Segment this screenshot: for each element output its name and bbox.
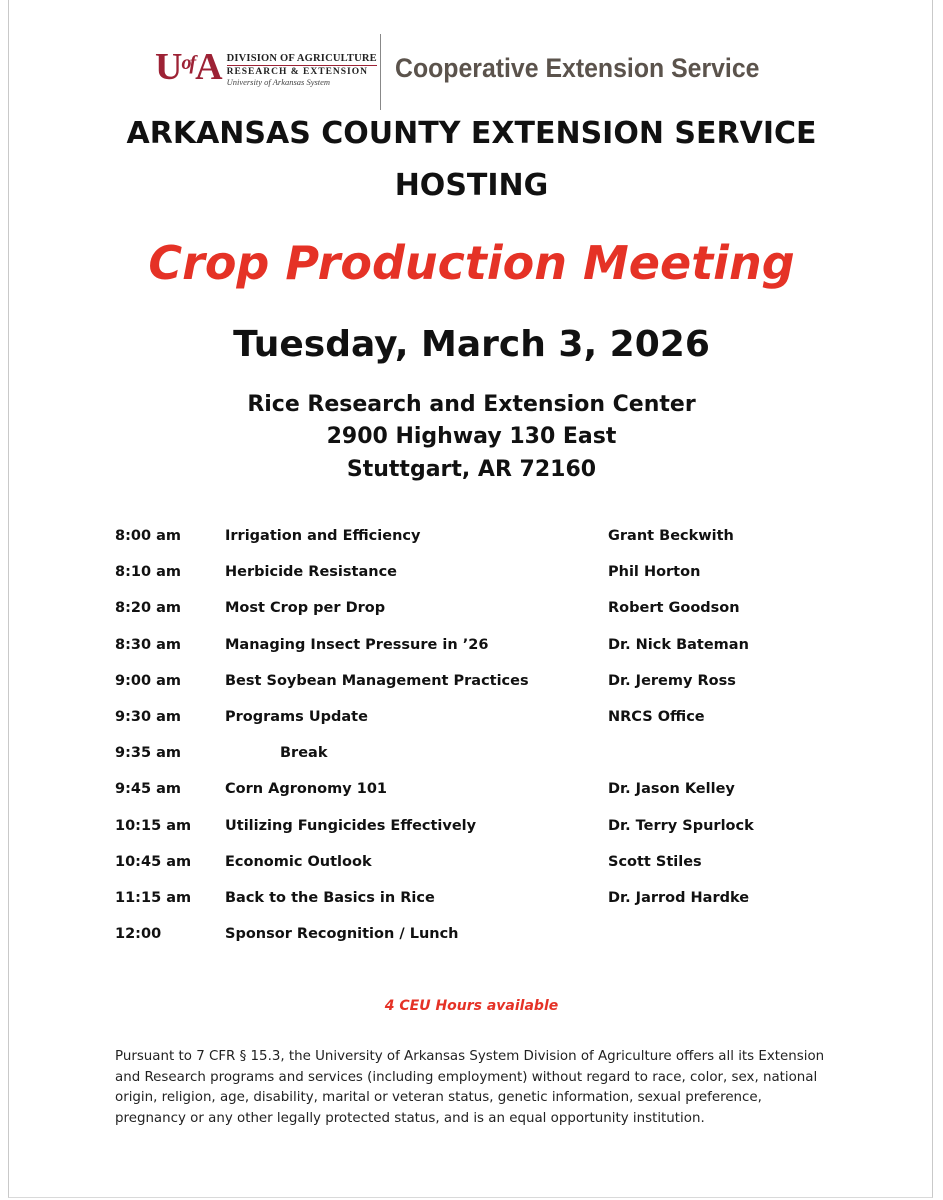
equal-opportunity-disclaimer: Pursuant to 7 CFR § 15.3, the University of Arkansas System Division of Agriculture offers all its Extension and Research programs and services (including employment) without regard to race, color, sex, national origin, religion, age, disability, marital or veteran status, genetic information, sexual preference, pregnancy or any other legally protected status, and is an equal opportunity institution.	[115, 1049, 825, 1126]
agenda-topic: Corn Agronomy 101	[225, 781, 387, 798]
agenda-row	[0, 882, 943, 918]
agenda-speaker: Phil Horton	[608, 564, 701, 581]
agenda-time: 11:15 am	[115, 889, 192, 906]
agenda-speaker: Grant Beckwith	[608, 528, 734, 544]
agenda-topic: Back to the Basics in Rice	[225, 889, 435, 906]
agenda-time: 10:45 am	[115, 853, 192, 870]
agenda-row	[0, 665, 943, 701]
agenda-speaker: Dr. Jarrod Hardke	[608, 889, 750, 906]
agenda-topic: Irrigation and Efficiency	[225, 528, 421, 544]
agenda-row	[0, 846, 943, 882]
agenda-topic: Managing Insect Pressure in ’26	[225, 636, 489, 653]
venue-city: Stuttgart, AR 72160	[346, 457, 597, 482]
agenda-time: 8:30 am	[115, 636, 182, 653]
venue-street: 2900 Highway 130 East	[326, 424, 617, 449]
agenda-speaker: Robert Goodson	[608, 600, 740, 617]
agenda-time: 9:30 am	[115, 708, 182, 725]
agenda-speaker: Dr. Terry Spurlock	[608, 817, 754, 834]
agenda-speaker: Dr. Jeremy Ross	[608, 672, 736, 689]
agenda-time: 10:15 am	[115, 817, 192, 834]
agenda-row	[0, 592, 943, 628]
agenda-topic: Best Soybean Management Practices	[225, 672, 529, 689]
agenda-time: 9:00 am	[115, 672, 182, 689]
agenda-speaker: Scott Stiles	[608, 853, 702, 870]
agenda-row	[0, 520, 943, 556]
service-name: Cooperative Extension Service	[395, 53, 760, 83]
logo-research-label: RESEARCH & EXTENSION	[226, 67, 368, 77]
event-title: Crop Production Meeting	[148, 236, 795, 290]
agenda-row	[0, 629, 943, 665]
logo-divider	[380, 34, 381, 110]
agenda-time: 12:00	[115, 926, 162, 943]
agenda-speaker: Dr. Nick Bateman	[608, 636, 749, 653]
agenda-topic: Economic Outlook	[225, 853, 372, 870]
agenda-row	[0, 773, 943, 809]
logo-division-label: DIVISION OF AGRICULTURE	[226, 53, 377, 64]
agenda-time: 9:35 am	[115, 745, 182, 762]
agenda-row	[0, 556, 943, 592]
agenda-speaker: Dr. Jason Kelley	[608, 781, 735, 798]
agenda-topic: Programs Update	[225, 708, 368, 725]
agenda-row	[0, 918, 943, 954]
agenda-topic: Utilizing Fungicides Effectively	[225, 817, 477, 834]
uofa-logo	[155, 48, 377, 92]
venue-name: Rice Research and Extension Center	[247, 392, 696, 417]
ceu-note: 4 CEU Hours available	[384, 998, 559, 1014]
agenda-time: 8:00 am	[115, 528, 182, 544]
agenda-row	[0, 701, 943, 737]
agenda-speaker: NRCS Office	[608, 708, 705, 725]
agenda-time: 8:10 am	[115, 564, 182, 581]
uofa-logo-mark: U of A	[155, 46, 221, 88]
host-line-1: ARKANSAS COUNTY EXTENSION SERVICE	[126, 116, 817, 151]
agenda-topic: Most Crop per Drop	[225, 600, 386, 617]
agenda-row-break	[0, 737, 943, 773]
event-date: Tuesday, March 3, 2026	[233, 324, 710, 365]
agenda-time: 9:45 am	[115, 781, 182, 798]
agenda-topic: Break	[280, 745, 328, 762]
agenda-table	[0, 520, 943, 954]
division-logo-text	[227, 53, 377, 87]
host-line-2: HOSTING	[394, 168, 549, 203]
agenda-topic: Herbicide Resistance	[225, 564, 397, 581]
agenda-topic: Sponsor Recognition / Lunch	[225, 926, 459, 943]
agenda-time: 8:20 am	[115, 600, 182, 617]
agenda-row	[0, 810, 943, 846]
logo-system-label: University of Arkansas System	[226, 77, 331, 87]
